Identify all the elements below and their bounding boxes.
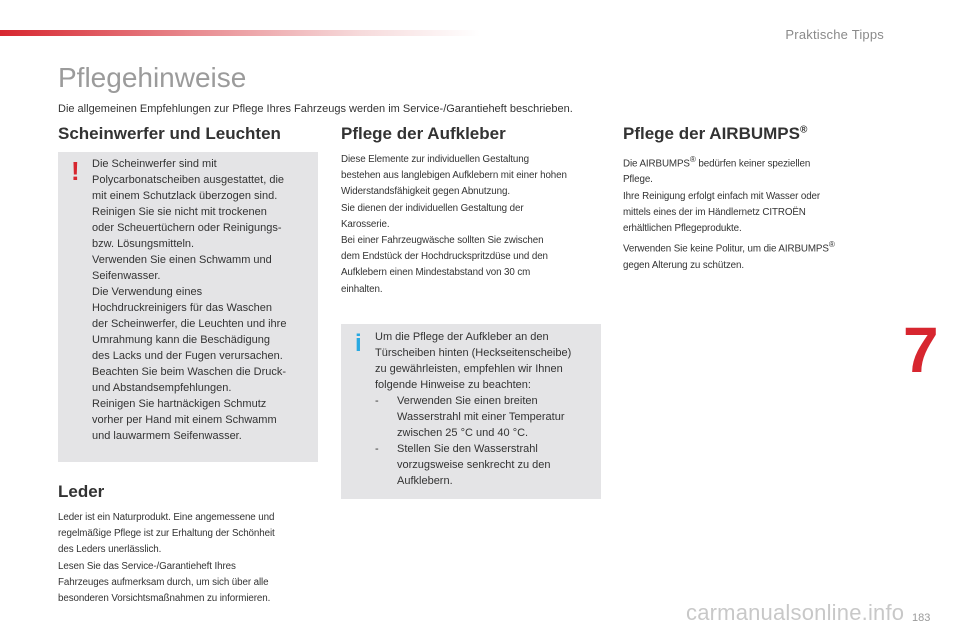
info-text	[375, 329, 595, 489]
list-item	[375, 393, 595, 441]
info-box	[341, 324, 601, 499]
airbumps-p1-b: bedürfen keiner speziellen Pflege.	[623, 158, 811, 186]
heading-airbumps	[623, 124, 885, 144]
watermark: carmanualsonline.info	[686, 600, 905, 625]
registered-mark: ®	[799, 124, 808, 136]
airbumps-p1-a: Die AIRBUMPS	[623, 158, 690, 170]
column-stickers	[341, 124, 603, 499]
leather-text	[58, 510, 320, 607]
stickers-paragraph: Diese Elemente zur individuellen Gestaltung bestehen aus langlebigen Aufklebern mit einer hohen Widerstandsfähigkeit gegen Abnutzung. Sie dienen der individuellen Gestaltung der Karosserie. Bei einer Fahrzeugwäsche sollten Sie zwischen dem Endstück der Hochdruckspritzdüse und den Aufklebern einen Mindestabstand von 30 cm einhalten.	[341, 154, 567, 295]
warning-text	[92, 156, 310, 444]
warning-paragraph: Die Scheinwerfer sind mit Polycarbonatscheiben ausgestattet, die mit einem Schutzlack überzogen sind. Reinigen Sie sie nicht mit trockenen oder Scheuertüchern oder Reinigungs- bzw. Lösungsmitteln. Verwenden Sie einen Schwamm und Seifenwasser. Die Verwendung eines Hochdruckreinigers für das Waschen der Scheinwerfer, die Leuchten und ihre Umrahmung kann die Beschädigung des Lacks und der Fugen verursachen. Beachten Sie beim Waschen die Druck- und Abstandsempfehlungen. Reinigen Sie hartnäckigen Schmutz vorher per Hand mit einem Schwamm und lauwarmem Seifenwasser.	[92, 158, 287, 442]
heading-leather: Leder	[58, 482, 105, 501]
list-item	[375, 441, 595, 489]
bullet-dash: -	[375, 442, 379, 455]
warning-box	[58, 152, 318, 462]
bullet-text: Verwenden Sie einen breiten Wasserstrahl mit einer Temperatur zwischen 25 °C und 40 °C.	[397, 394, 565, 439]
heading-stickers: Pflege der Aufkleber	[341, 124, 506, 143]
info-intro: Um die Pflege der Aufkleber an den Türscheiben hinten (Heckseitenscheibe) zu gewährleisten, empfehlen wir Ihnen folgende Hinweise zu beachten:	[375, 330, 572, 391]
section-title: Praktische Tipps	[785, 27, 884, 42]
page-number: 183	[912, 612, 931, 624]
airbumps-p3-b: gegen Alterung zu schützen.	[623, 259, 744, 271]
info-icon: i	[355, 329, 362, 357]
registered-mark: ®	[828, 240, 835, 250]
intro-text: Die allgemeinen Empfehlungen zur Pflege Ihres Fahrzeugs werden im Service-/Garantieheft beschrieben.	[58, 103, 573, 115]
stickers-text	[341, 152, 603, 298]
airbumps-text	[623, 152, 885, 274]
heading-headlights: Scheinwerfer und Leuchten	[58, 124, 281, 143]
airbumps-paragraph-1	[623, 152, 885, 189]
page-title: Pflegehinweise	[58, 62, 247, 93]
header-accent-bar	[0, 30, 480, 36]
bullet-dash: -	[375, 394, 379, 407]
warning-icon: !	[71, 156, 80, 186]
chapter-number: 7	[903, 314, 939, 386]
airbumps-paragraph-2: Ihre Reinigung erfolgt einfach mit Wasser oder mittels eines der im Händlernetz CITROËN erhältlichen Pflegeprodukte.	[623, 190, 821, 235]
column-headlights	[58, 124, 320, 607]
heading-airbumps-text: Pflege der AIRBUMPS	[623, 124, 800, 143]
bullet-text: Stellen Sie den Wasserstrahl vorzugsweise senkrecht zu den Aufklebern.	[397, 442, 551, 487]
airbumps-p3-a: Verwenden Sie keine Politur, um die AIRBUMPS	[623, 243, 829, 255]
registered-mark: ®	[689, 155, 696, 164]
airbumps-paragraph-3	[623, 237, 885, 274]
leather-paragraph: Leder ist ein Naturprodukt. Eine angemessene und regelmäßige Pflege ist zur Erhaltung der Schönheit des Leders unerlässlich. Lesen Sie das Service-/Garantieheft Ihres Fahrzeuges aufmerksam durch, um sich über alle besonderen Vorsichtsmaßnahmen zu informieren.	[58, 512, 275, 605]
column-airbumps	[623, 124, 885, 274]
